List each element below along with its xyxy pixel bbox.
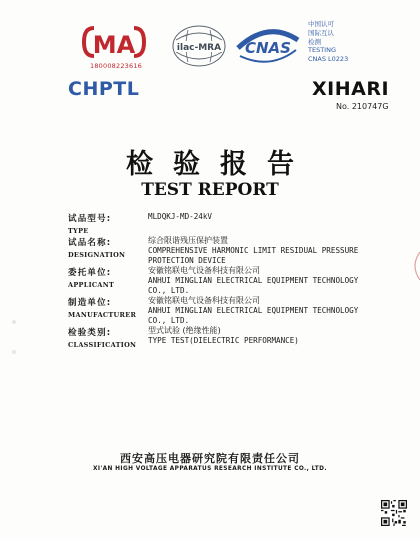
field-label-cn: 检验类别: [68, 328, 112, 338]
ma-certificate-number: 180008223616 [89, 62, 143, 70]
field-value-line: 安徽铭联电气设备科技有限公司 [148, 296, 260, 305]
field-value [148, 236, 388, 266]
field-label-cn: 试品名称: [68, 238, 112, 248]
ma-logo-text: MA [92, 31, 136, 59]
field-value-line: CO., LTD. [148, 316, 190, 325]
field-value-line: 安徽铭联电气设备科技有限公司 [148, 266, 260, 275]
xihari-logo: XIHARI [312, 78, 390, 100]
cnas-logo [236, 26, 300, 66]
field-value [148, 326, 388, 346]
cnas-line: 检测 [308, 37, 321, 46]
field-label-en: DESIGNATION [68, 251, 126, 259]
field-label-en: APPLICANT [68, 281, 115, 289]
cnas-line: CNAS L0223 [308, 55, 349, 64]
field-value [148, 266, 388, 296]
ilac-logo-text: ilac-MRA [176, 43, 222, 53]
field-value-line: MLDQKJ-MD-24kV [148, 212, 213, 221]
qr-code-icon [381, 500, 407, 526]
field-label-cn: 试品型号: [68, 214, 112, 224]
cnas-logo-text: CNAS [245, 39, 291, 57]
field-value-line: ANHUI MINGLIAN ELECTRICAL EQUIPMENT TECHNOLOGY [148, 306, 359, 315]
chptl-logo: CHPTL [68, 78, 140, 100]
binding-hole-mark [12, 350, 16, 354]
field-value-line: CO., LTD. [148, 286, 190, 295]
field-value-line: 综合限谐残压保护装置 [148, 236, 228, 245]
report-number: No. 210747G [336, 102, 389, 111]
field-value [148, 296, 388, 326]
field-value [148, 212, 388, 222]
field-label-cn: 制造单位: [68, 298, 112, 308]
edge-seal-fragment [410, 252, 420, 280]
field-label-cn: 委托单位: [68, 268, 112, 278]
ilac-mra-logo [168, 22, 230, 70]
title-chinese: 检验报告 [126, 149, 314, 180]
cnas-line: 中国认可 [308, 20, 334, 28]
field-value-line: 型式试验 (绝缘性能) [148, 326, 221, 335]
field-value-line: COMPREHENSIVE HARMONIC LIMIT RESIDUAL PRESSURE [148, 246, 359, 255]
field-label-en: TYPE [68, 227, 89, 235]
institute-name-english: XI'AN HIGH VOLTAGE APPARATUS RESEARCH INSTITUTE CO., LTD. [93, 466, 327, 472]
field-value-line: PROTECTION DEVICE [148, 256, 226, 265]
title-english: TEST REPORT [141, 180, 279, 200]
field-value-line: TYPE TEST(DIELECTRIC PERFORMANCE) [148, 336, 299, 345]
cnas-line: 国际互认 [308, 28, 334, 37]
field-value-line: ANHUI MINGLIAN ELECTRICAL EQUIPMENT TECHNOLOGY [148, 276, 359, 285]
cnas-line: TESTING [308, 46, 336, 55]
institute-name-chinese: 西安高压电器研究院有限责任公司 [120, 452, 300, 465]
binding-hole-mark [12, 320, 16, 324]
cnas-accreditation-text [308, 20, 348, 64]
field-label-en: MANUFACTURER [68, 311, 137, 319]
field-label-en: CLASSIFICATION [68, 341, 137, 349]
